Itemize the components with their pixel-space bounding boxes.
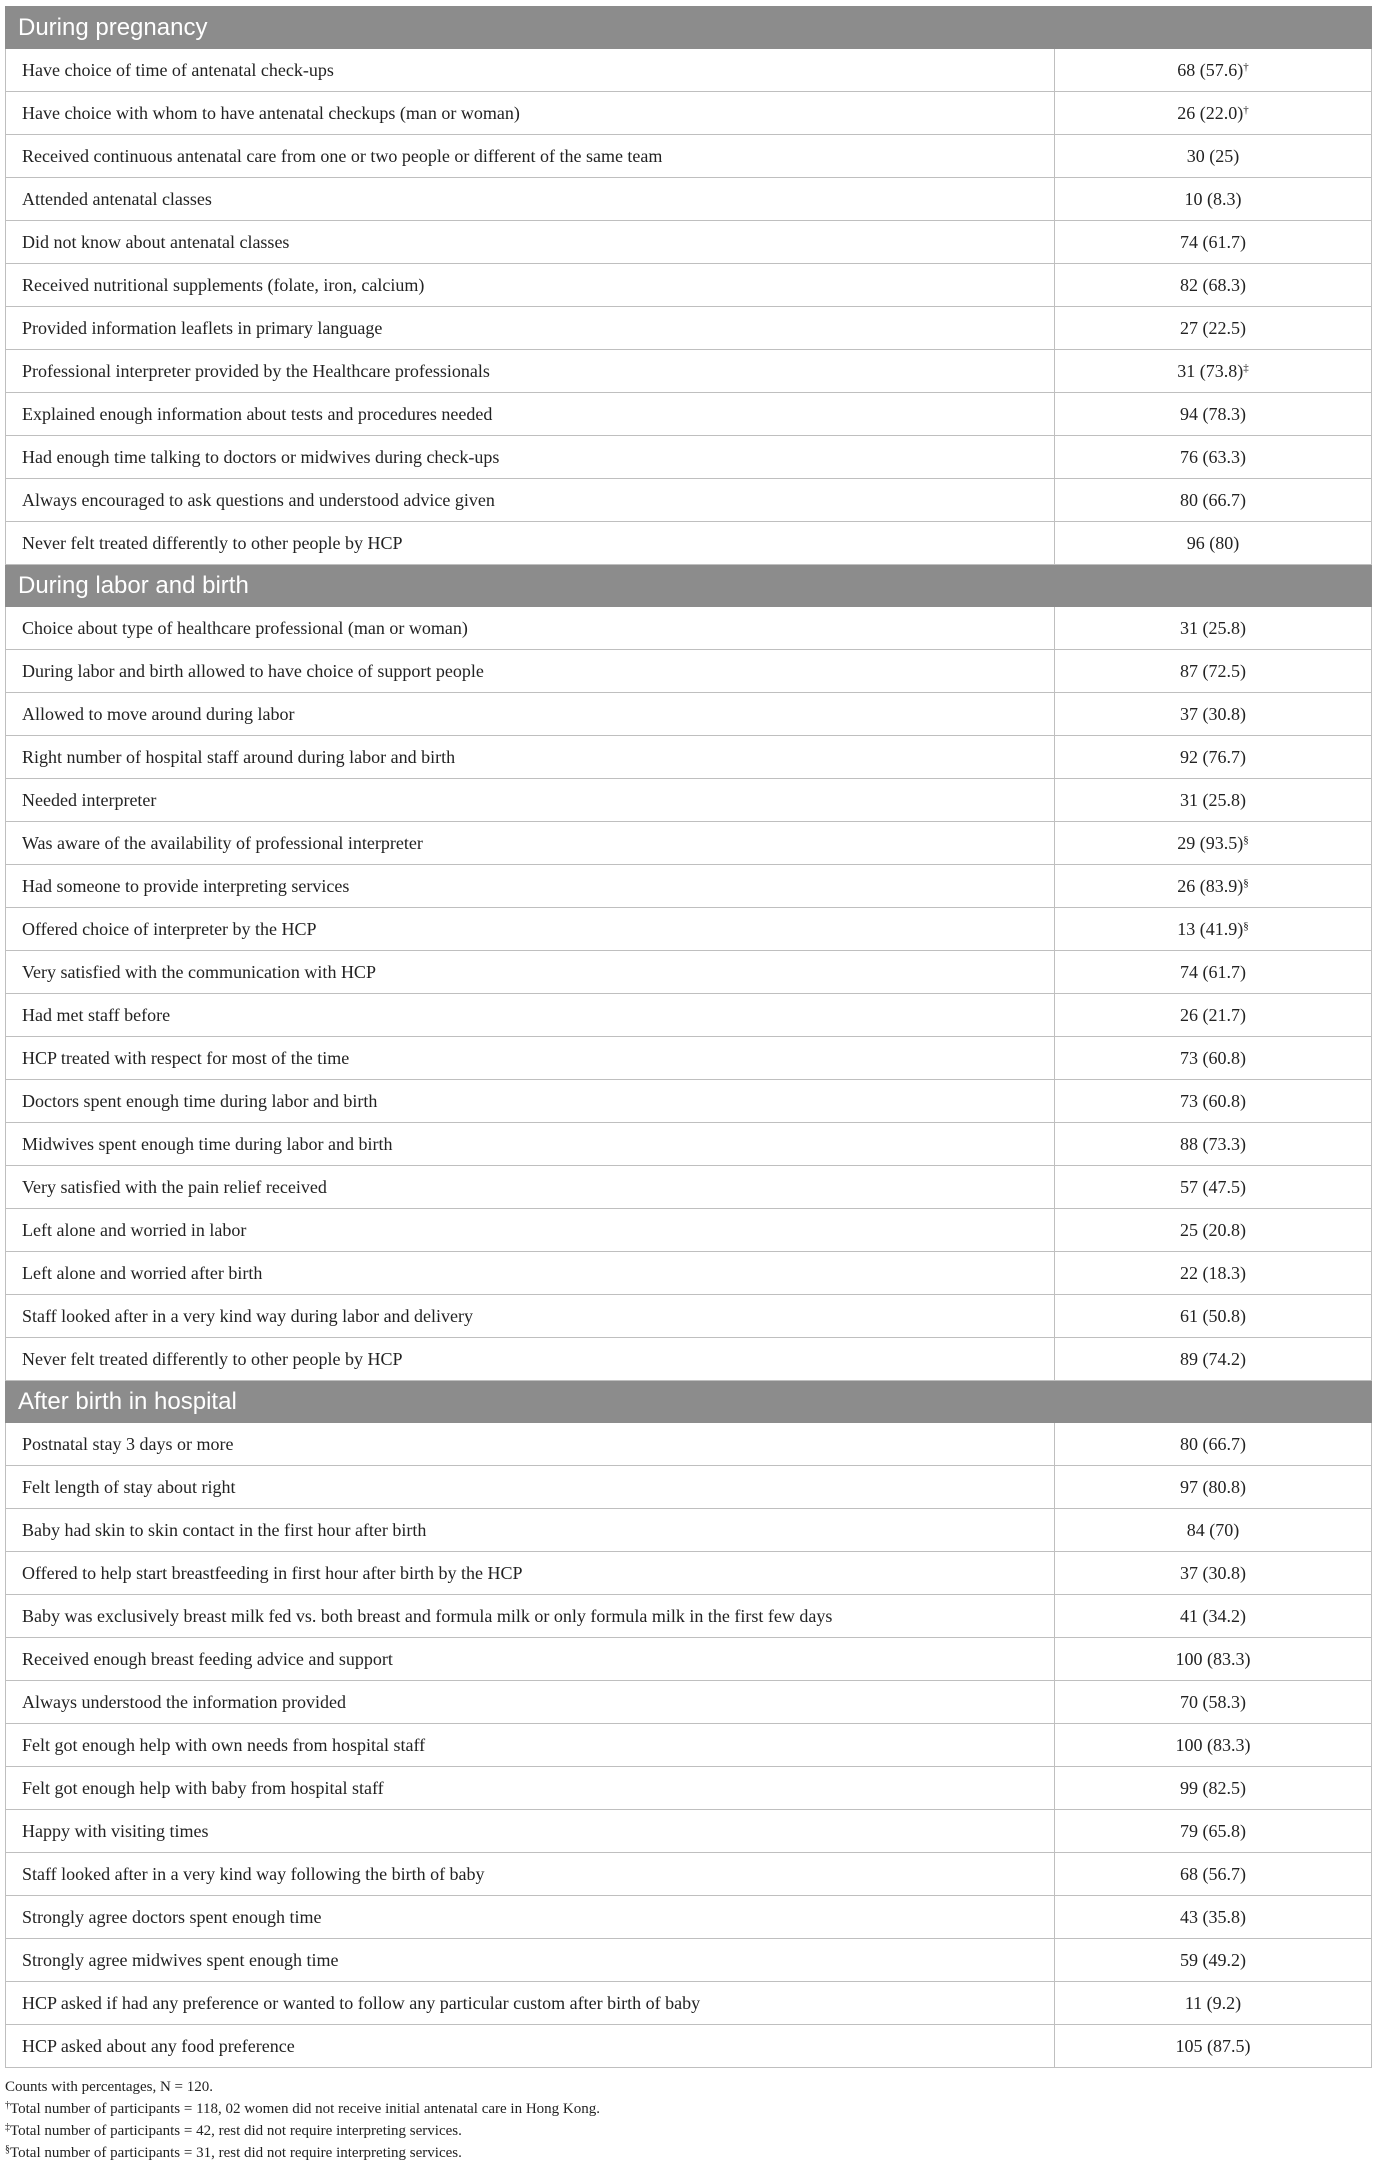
row-label: Had enough time talking to doctors or midwives during check-ups: [6, 436, 1055, 479]
row-value: 59 (49.2): [1180, 1949, 1246, 1970]
footnote-text: Total number of participants = 31, rest did not require interpreting services.: [10, 2145, 462, 2161]
row-value: 29 (93.5): [1177, 832, 1244, 853]
row-label: Midwives spent enough time during labor and birth: [6, 1123, 1055, 1166]
row-label: Felt got enough help with own needs from hospital staff: [6, 1724, 1055, 1767]
row-value: 79 (65.8): [1180, 1820, 1246, 1841]
row-value-cell: [1055, 607, 1372, 650]
row-value: 37 (30.8): [1180, 1562, 1246, 1583]
row-value: 68 (57.6): [1177, 59, 1244, 80]
row-value: 37 (30.8): [1180, 703, 1246, 724]
row-label: Left alone and worried after birth: [6, 1252, 1055, 1295]
row-value: 41 (34.2): [1180, 1605, 1246, 1626]
row-value: 31 (25.8): [1180, 617, 1246, 638]
row-value-cell: [1055, 1638, 1372, 1681]
row-value-cell: [1055, 221, 1372, 264]
table-row: [6, 1982, 1372, 2025]
row-value: 73 (60.8): [1180, 1047, 1246, 1068]
row-value: 57 (47.5): [1180, 1176, 1246, 1197]
table-row: [6, 1166, 1372, 1209]
row-label: During labor and birth allowed to have choice of support people: [6, 650, 1055, 693]
table-row: [6, 178, 1372, 221]
row-label: Received enough breast feeding advice and support: [6, 1638, 1055, 1681]
table-row: [6, 264, 1372, 307]
table-row: [6, 865, 1372, 908]
row-value-cell: [1055, 736, 1372, 779]
row-label: Needed interpreter: [6, 779, 1055, 822]
row-label: Explained enough information about tests and procedures needed: [6, 393, 1055, 436]
row-value: 22 (18.3): [1180, 1262, 1246, 1283]
table-row: [6, 1509, 1372, 1552]
row-value-cell: [1055, 1080, 1372, 1123]
table-row: [6, 1939, 1372, 1982]
row-value: 99 (82.5): [1180, 1777, 1246, 1798]
table-row: [6, 1724, 1372, 1767]
row-label: Very satisfied with the pain relief received: [6, 1166, 1055, 1209]
table-row: [6, 693, 1372, 736]
row-value-cell: [1055, 1724, 1372, 1767]
row-label: HCP treated with respect for most of the time: [6, 1037, 1055, 1080]
row-value-cell: [1055, 1338, 1372, 1381]
row-value: 31 (25.8): [1180, 789, 1246, 810]
row-label: Strongly agree doctors spent enough time: [6, 1896, 1055, 1939]
row-label: Never felt treated differently to other people by HCP: [6, 522, 1055, 565]
row-value-cell: [1055, 264, 1372, 307]
table-row: [6, 1896, 1372, 1939]
row-value-cell: [1055, 1552, 1372, 1595]
page: [5, 6, 1371, 2164]
row-value: 26 (83.9): [1177, 875, 1244, 896]
row-value-cell: [1055, 1295, 1372, 1338]
table-row: [6, 1466, 1372, 1509]
table-row: [6, 1552, 1372, 1595]
row-value: 100 (83.3): [1175, 1734, 1251, 1755]
row-value: 73 (60.8): [1180, 1090, 1246, 1111]
footnote: [5, 2098, 1371, 2120]
row-label: Felt length of stay about right: [6, 1466, 1055, 1509]
row-value-cell: [1055, 994, 1372, 1037]
section-title: After birth in hospital: [6, 1381, 1372, 1423]
row-value-cell: [1055, 49, 1372, 92]
row-value: 84 (70): [1186, 1519, 1240, 1540]
row-label: HCP asked if had any preference or wanted to follow any particular custom after birth of baby: [6, 1982, 1055, 2025]
row-label: Left alone and worried in labor: [6, 1209, 1055, 1252]
row-label: Professional interpreter provided by the Healthcare professionals: [6, 350, 1055, 393]
row-label: Offered choice of interpreter by the HCP: [6, 908, 1055, 951]
row-label: Have choice of time of antenatal check-ups: [6, 49, 1055, 92]
row-value-cell: [1055, 865, 1372, 908]
row-value: 87 (72.5): [1180, 660, 1246, 681]
row-label: Received continuous antenatal care from one or two people or different of the same team: [6, 135, 1055, 178]
row-value: 94 (78.3): [1180, 403, 1246, 424]
footnote: [5, 2142, 1371, 2164]
row-value: 61 (50.8): [1180, 1305, 1246, 1326]
row-value: 97 (80.8): [1180, 1476, 1246, 1497]
table-row: [6, 436, 1372, 479]
row-value-cell: [1055, 1853, 1372, 1896]
table-row: [6, 393, 1372, 436]
section-title: During labor and birth: [6, 565, 1372, 607]
footnote-mark: §: [1243, 919, 1249, 932]
table-row: [6, 736, 1372, 779]
row-label: Strongly agree midwives spent enough time: [6, 1939, 1055, 1982]
table-row: [6, 994, 1372, 1037]
row-label: Very satisfied with the communication with HCP: [6, 951, 1055, 994]
footnote-text: Total number of participants = 42, rest did not require interpreting services.: [10, 2123, 462, 2139]
row-label: Had someone to provide interpreting services: [6, 865, 1055, 908]
section-header-row: [6, 7, 1372, 49]
row-value: 43 (35.8): [1180, 1906, 1246, 1927]
row-value-cell: [1055, 1466, 1372, 1509]
row-value-cell: [1055, 822, 1372, 865]
row-value-cell: [1055, 307, 1372, 350]
table-row: [6, 1423, 1372, 1466]
table-row: [6, 92, 1372, 135]
table-row: [6, 2025, 1372, 2068]
row-value: 26 (21.7): [1180, 1004, 1246, 1025]
row-label: Allowed to move around during labor: [6, 693, 1055, 736]
footnote-symbol: ‡: [5, 2122, 10, 2133]
row-value-cell: [1055, 135, 1372, 178]
row-label: Postnatal stay 3 days or more: [6, 1423, 1055, 1466]
row-value: 25 (20.8): [1180, 1219, 1246, 1240]
table-row: [6, 1037, 1372, 1080]
row-value-cell: [1055, 393, 1372, 436]
table-row: [6, 779, 1372, 822]
section-header-row: [6, 1381, 1372, 1423]
row-value: 70 (58.3): [1180, 1691, 1246, 1712]
row-value: 10 (8.3): [1184, 188, 1242, 209]
row-value-cell: [1055, 1896, 1372, 1939]
row-value-cell: [1055, 1252, 1372, 1295]
row-value-cell: [1055, 779, 1372, 822]
row-label: Always encouraged to ask questions and understood advice given: [6, 479, 1055, 522]
footnotes: [5, 2076, 1371, 2164]
row-value: 80 (66.7): [1180, 1433, 1246, 1454]
row-value: 105 (87.5): [1175, 2035, 1251, 2056]
row-value-cell: [1055, 1681, 1372, 1724]
row-label: Baby had skin to skin contact in the first hour after birth: [6, 1509, 1055, 1552]
row-value-cell: [1055, 650, 1372, 693]
row-label: Choice about type of healthcare professional (man or woman): [6, 607, 1055, 650]
table-row: [6, 607, 1372, 650]
row-label: Baby was exclusively breast milk fed vs. both breast and formula milk or only formula milk in the first few days: [6, 1595, 1055, 1638]
footnote-mark: †: [1243, 60, 1249, 73]
table-row: [6, 1638, 1372, 1681]
row-label: Have choice with whom to have antenatal checkups (man or woman): [6, 92, 1055, 135]
row-label: Doctors spent enough time during labor and birth: [6, 1080, 1055, 1123]
table-row: [6, 522, 1372, 565]
row-value: 74 (61.7): [1180, 961, 1246, 982]
row-value-cell: [1055, 1037, 1372, 1080]
table-row: [6, 1295, 1372, 1338]
row-value-cell: [1055, 436, 1372, 479]
table-row: [6, 221, 1372, 264]
table-row: [6, 1252, 1372, 1295]
row-value: 68 (56.7): [1180, 1863, 1246, 1884]
footnote: [5, 2076, 1371, 2098]
row-label: Felt got enough help with baby from hospital staff: [6, 1767, 1055, 1810]
table-row: [6, 1681, 1372, 1724]
row-value: 82 (68.3): [1180, 274, 1246, 295]
row-value: 74 (61.7): [1180, 231, 1246, 252]
row-value-cell: [1055, 1166, 1372, 1209]
footnote-mark: ‡: [1243, 361, 1249, 374]
row-label: Attended antenatal classes: [6, 178, 1055, 221]
row-value: 11 (9.2): [1184, 1992, 1242, 2013]
table-row: [6, 350, 1372, 393]
footnote-mark: §: [1243, 833, 1249, 846]
row-label: Was aware of the availability of professional interpreter: [6, 822, 1055, 865]
table-row: [6, 1338, 1372, 1381]
row-value: 80 (66.7): [1180, 489, 1246, 510]
row-value-cell: [1055, 350, 1372, 393]
row-value-cell: [1055, 479, 1372, 522]
row-value-cell: [1055, 92, 1372, 135]
row-label: Right number of hospital staff around during labor and birth: [6, 736, 1055, 779]
table-row: [6, 1209, 1372, 1252]
row-value-cell: [1055, 178, 1372, 221]
survey-table: [5, 6, 1372, 2068]
row-value-cell: [1055, 1810, 1372, 1853]
table-row: [6, 908, 1372, 951]
footnote-text: Counts with percentages, N = 120.: [5, 2079, 214, 2095]
row-value: 92 (76.7): [1180, 746, 1246, 767]
footnote-mark: §: [1243, 876, 1249, 889]
table-row: [6, 1810, 1372, 1853]
row-value: 96 (80): [1186, 532, 1240, 553]
row-value: 13 (41.9): [1177, 918, 1244, 939]
row-value-cell: [1055, 951, 1372, 994]
row-label: Did not know about antenatal classes: [6, 221, 1055, 264]
table-row: [6, 822, 1372, 865]
footnote: [5, 2120, 1371, 2142]
table-row: [6, 1595, 1372, 1638]
row-value: 26 (22.0): [1177, 102, 1244, 123]
row-value: 88 (73.3): [1180, 1133, 1246, 1154]
row-value: 31 (73.8): [1177, 360, 1244, 381]
footnote-mark: †: [1243, 103, 1249, 116]
row-label: Received nutritional supplements (folate, iron, calcium): [6, 264, 1055, 307]
row-value-cell: [1055, 1423, 1372, 1466]
table-row: [6, 135, 1372, 178]
row-value-cell: [1055, 1209, 1372, 1252]
table-row: [6, 1123, 1372, 1166]
row-value-cell: [1055, 522, 1372, 565]
row-label: Staff looked after in a very kind way during labor and delivery: [6, 1295, 1055, 1338]
row-value-cell: [1055, 1982, 1372, 2025]
row-value-cell: [1055, 1939, 1372, 1982]
table-row: [6, 1853, 1372, 1896]
row-label: Always understood the information provided: [6, 1681, 1055, 1724]
row-value-cell: [1055, 1123, 1372, 1166]
row-label: HCP asked about any food preference: [6, 2025, 1055, 2068]
row-value-cell: [1055, 1509, 1372, 1552]
row-value: 27 (22.5): [1180, 317, 1246, 338]
row-label: Offered to help start breastfeeding in first hour after birth by the HCP: [6, 1552, 1055, 1595]
table-row: [6, 951, 1372, 994]
row-label: Never felt treated differently to other people by HCP: [6, 1338, 1055, 1381]
row-label: Happy with visiting times: [6, 1810, 1055, 1853]
row-value: 100 (83.3): [1175, 1648, 1251, 1669]
table-row: [6, 650, 1372, 693]
footnote-symbol: §: [5, 2144, 10, 2155]
row-value-cell: [1055, 1595, 1372, 1638]
row-value: 89 (74.2): [1180, 1348, 1246, 1369]
row-value: 30 (25): [1186, 145, 1240, 166]
footnote-symbol: †: [5, 2100, 10, 2111]
row-value-cell: [1055, 1767, 1372, 1810]
footnote-text: Total number of participants = 118, 02 women did not receive initial antenatal care in Hong Kong.: [10, 2101, 601, 2117]
section-header-row: [6, 565, 1372, 607]
row-value-cell: [1055, 908, 1372, 951]
row-label: Had met staff before: [6, 994, 1055, 1037]
row-value: 76 (63.3): [1180, 446, 1246, 467]
table-row: [6, 1767, 1372, 1810]
row-value-cell: [1055, 693, 1372, 736]
row-label: Staff looked after in a very kind way following the birth of baby: [6, 1853, 1055, 1896]
survey-table-body: [6, 7, 1372, 2068]
table-row: [6, 49, 1372, 92]
table-row: [6, 1080, 1372, 1123]
table-row: [6, 479, 1372, 522]
section-title: During pregnancy: [6, 7, 1372, 49]
table-row: [6, 307, 1372, 350]
row-value-cell: [1055, 2025, 1372, 2068]
row-label: Provided information leaflets in primary language: [6, 307, 1055, 350]
